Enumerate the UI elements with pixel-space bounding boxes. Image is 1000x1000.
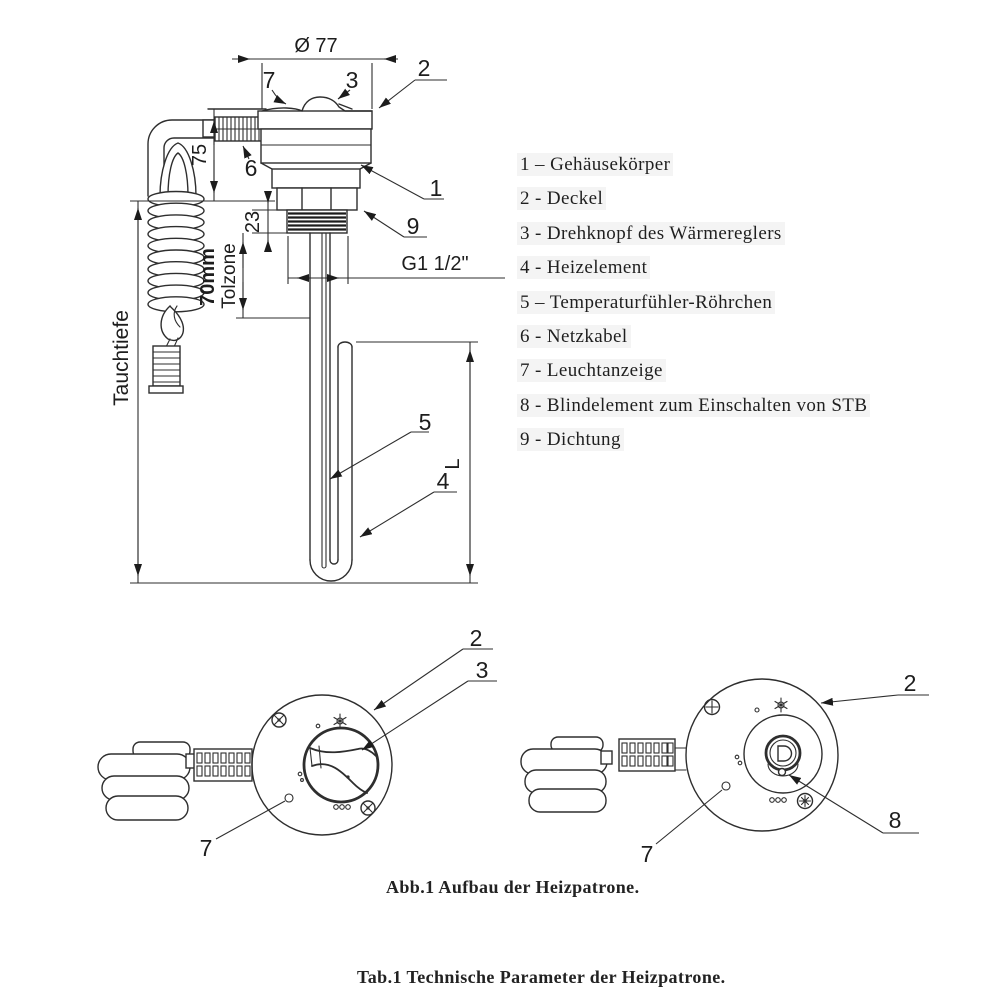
callout-7: 7 [640,841,654,867]
legend-item [517,320,870,354]
cover-deckel [258,111,372,129]
part-callouts-left-view [200,625,497,861]
callout-3: 3 [475,657,489,683]
legend-item [517,217,870,251]
cable-strain-relief [619,739,686,771]
dial-mark [755,708,759,712]
legend-item-label: 5 – Temperaturfühler-Röhrchen [517,291,775,314]
screw-icon [361,801,375,815]
upper-housing [261,129,371,163]
callout-3: 3 [345,67,359,93]
dim-23: 23 [242,210,264,234]
sensor-tube [322,233,326,568]
housing-shoulder [261,163,371,169]
left-leg [310,233,330,560]
callout-2: 2 [469,625,483,651]
cable-strain-relief [194,749,252,781]
callout-7: 7 [199,835,213,861]
dim-tauchtiefe: Tauchtiefe [110,310,133,406]
dim-diameter: Ø 77 [294,35,338,57]
front-view-with-knob [98,625,497,861]
cover-face [686,679,838,831]
indicator-lamp [722,782,730,790]
legend-item-label: 9 - Dichtung [517,428,624,451]
power-plug [98,742,198,820]
right-leg-cap [338,342,352,347]
frost-symbol-icon [775,698,787,712]
legend-item [517,286,870,320]
callout-4: 4 [436,468,450,494]
legend-item [517,354,870,388]
legend-item [517,182,870,216]
cable-gland [203,109,266,141]
u-bend-inner [330,560,338,564]
legend-item [517,251,870,285]
dial-mark [735,755,739,759]
legend-item-label: 7 - Leuchtanzeige [517,359,666,382]
dial-dots [334,805,351,810]
indicator-lamp [285,794,293,802]
dial-mark [301,779,304,782]
callout-6: 6 [244,155,258,181]
screw-icon [272,713,286,727]
blind-element [766,736,800,776]
callout-5: 5 [418,409,432,435]
parts-legend [517,148,870,458]
legend-item-label: 2 - Deckel [517,187,606,210]
dim-length-l: L [442,458,464,470]
callout-7: 7 [262,67,276,93]
legend-item-label: 6 - Netzkabel [517,325,631,348]
legend-item-label: 4 - Heizelement [517,256,650,279]
dim-thread-size: G1 1/2" [401,253,469,275]
legend-item-label: 8 - Blindelement zum Einschalten von STB [517,394,870,417]
callout-8: 8 [888,807,902,833]
callout-9: 9 [406,213,420,239]
dim-75: 75 [189,143,211,167]
table-caption: Tab.1 Technische Parameter der Heizpatrone. [357,967,726,987]
figure-caption: Abb.1 Aufbau der Heizpatrone. [386,877,640,897]
lower-housing-gehaeuse [272,169,360,188]
power-plug [521,737,612,812]
hex-nut [277,188,357,210]
front-view-with-blind-element [521,670,929,867]
dial-mark [738,761,742,765]
callout-2: 2 [903,670,917,696]
cable-coil [148,192,204,312]
dial-dots [770,798,787,803]
legend-item [517,148,870,182]
legend-item-label: 3 - Drehknopf des Wärmereglers [517,222,785,245]
dim-tolzone: Tolzone [219,243,240,309]
heater-head [258,97,372,233]
legend-item-label: 1 – Gehäusekörper [517,153,673,176]
heating-element-tubes [310,233,352,581]
legend-item [517,423,870,457]
screw-icon [705,700,720,715]
hanging-plug [149,346,183,393]
dim-70mm: 70mm [197,248,219,306]
dial-mark [298,772,302,776]
dial-mark [316,724,320,728]
legend-item [517,389,870,423]
screw-icon [798,794,813,809]
callout-2: 2 [417,55,431,81]
right-leg [338,347,352,560]
frost-symbol-icon [334,714,346,728]
callout-1: 1 [429,175,443,201]
main-assembly-drawing [110,35,505,583]
knob-grip-lines [310,746,376,793]
